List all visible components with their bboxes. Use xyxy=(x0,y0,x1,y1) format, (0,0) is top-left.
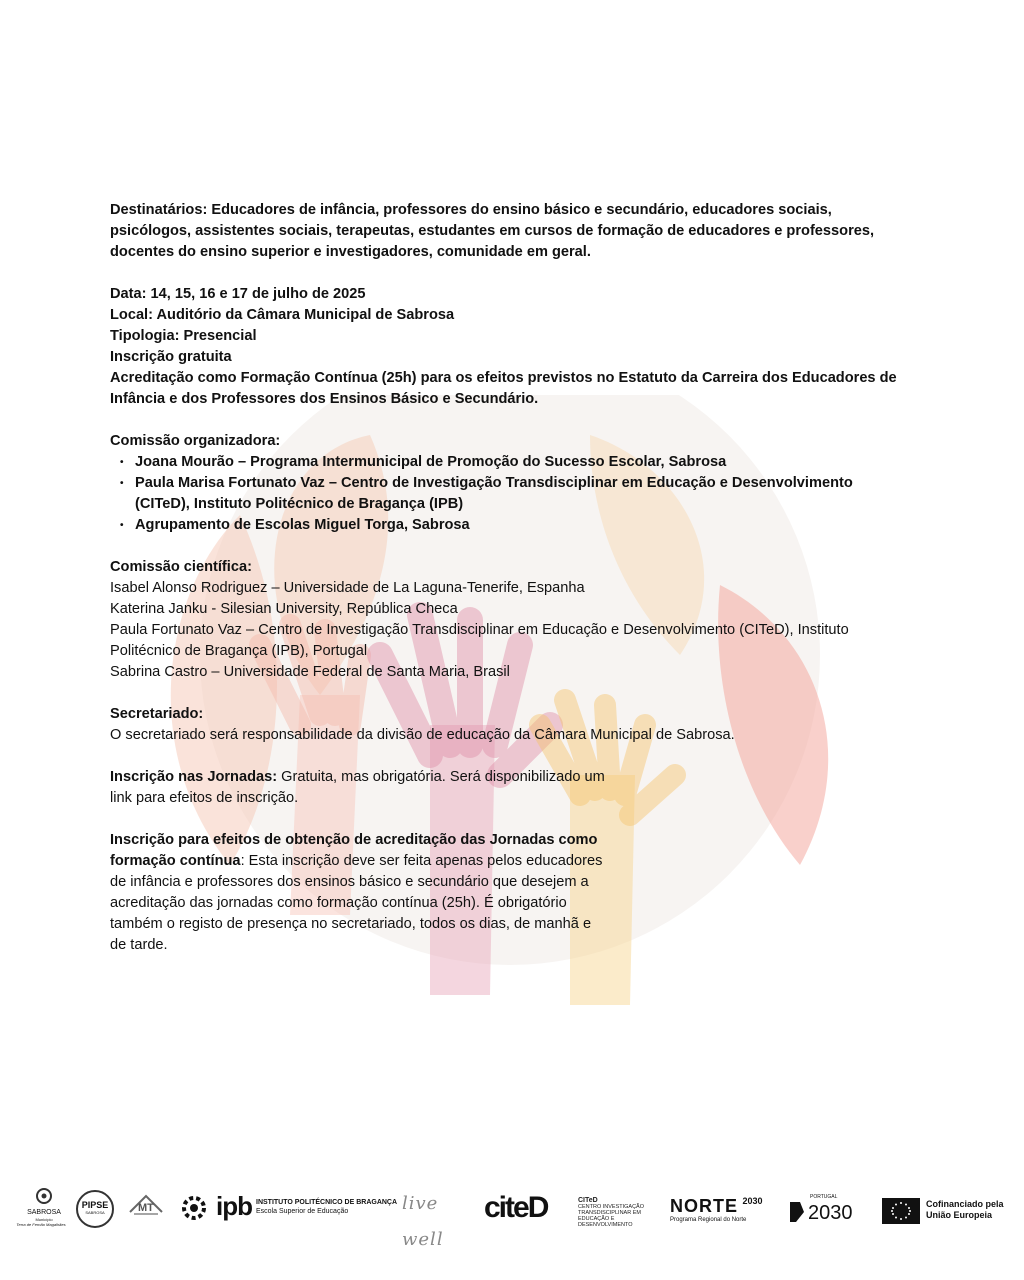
list-item: • Agrupamento de Escolas Miguel Torga, Sabrosa xyxy=(110,515,910,536)
ipb-name: INSTITUTO POLITÉCNICO DE BRAGANÇA xyxy=(256,1199,398,1206)
event-date: Data: 14, 15, 16 e 17 de julho de 2025 xyxy=(110,286,366,302)
pipse-logo xyxy=(76,1190,114,1228)
pipse-sub: SABROSA xyxy=(85,1210,105,1215)
eu-logo xyxy=(882,1198,1012,1226)
norte2030-logo xyxy=(670,1196,770,1228)
portugal2030-logo xyxy=(788,1194,858,1228)
sabrosa-sub: Município xyxy=(35,1217,53,1222)
list-item: Paula Fortunato Vaz – Centro de Investigação Transdisciplinar em Educação e Desenvolvimento (CITeD), Instituto Politécnico de Bragança (IPB), Portugal xyxy=(110,622,849,659)
secretariat-title: Secretariado: xyxy=(110,706,204,722)
list-item: Katerina Janku - Silesian University, República Checa xyxy=(110,601,458,617)
livewell-text: live well xyxy=(402,1193,444,1250)
partner-logos xyxy=(16,1186,1010,1250)
mt-text: MT xyxy=(138,1202,154,1214)
registration-label: Inscrição nas Jornadas: xyxy=(110,769,278,785)
registration-paragraph xyxy=(110,767,610,809)
portugal-text: PORTUGAL xyxy=(810,1194,838,1200)
cited-mark: citeD xyxy=(484,1191,548,1224)
list-item: • Paula Marisa Fortunato Vaz – Centro de Investigação Transdisciplinar em Educação e Desenvolvimento (CITeD), Instituto Politécnico de Bragança (IPB) xyxy=(110,473,910,515)
norte-sub: Programa Regional do Norte xyxy=(670,1217,747,1223)
list-item: Sabrina Castro – Universidade Federal de Santa Maria, Brasil xyxy=(110,664,510,680)
norte-years: 2030 xyxy=(742,1196,763,1206)
accreditation-registration-paragraph xyxy=(110,830,610,956)
mt-logo xyxy=(126,1192,166,1222)
norte-text: NORTE xyxy=(670,1196,738,1216)
livewell-logo xyxy=(402,1186,468,1250)
eu-text: Cofinanciado pela União Europeia xyxy=(926,1199,1004,1220)
list-item: • Joana Mourão – Programa Intermunicipal de Promoção do Sucesso Escolar, Sabrosa xyxy=(110,452,910,473)
accreditation-registration-label: Inscrição para efeitos de obtenção de acreditação das Jornadas como formação contínua xyxy=(110,832,598,869)
target-audience: Destinatários: Educadores de infância, professores do ensino básico e secundário, educadores sociais, psicólogos, assistentes sociais, terapeutas, estudantes em cursos de formação de educadores e professores, docentes do ensino superior e investigadores, comunidade em geral. xyxy=(110,202,875,260)
cited-description: CENTRO INVESTIGAÇÃO TRANSDISCIPLINAR EM EDUCAÇÃO E DESENVOLVIMENTO xyxy=(578,1204,645,1228)
cited-logo xyxy=(480,1191,680,1228)
accreditation-note: Acreditação como Formação Contínua (25h) para os efeitos previstos no Estatuto da Carreira dos Educadores de Infância e dos Professores dos Ensinos Básico e Secundário. xyxy=(110,370,897,407)
registration-free: Inscrição gratuita xyxy=(110,349,232,365)
portugal-2030-text: 2030 xyxy=(808,1202,853,1224)
pipse-name: PIPSE xyxy=(81,1200,109,1210)
organizing-committee-title: Comissão organizadora: xyxy=(110,433,281,449)
ipb-school: Escola Superior de Educação xyxy=(256,1208,349,1215)
accreditation-registration-text: : Esta inscrição deve ser feita apenas pelos educadores de infância e professores dos ensinos básico e secundário que desejem a acreditação das jornadas como formação contínua (25h). É obrigatório também o registo de presença no secretariado, todos os dias, de manhã e de tarde. xyxy=(110,853,603,953)
sabrosa-name: SABROSA xyxy=(27,1209,61,1216)
sabrosa-tag: Terra de Fernão Magalhães xyxy=(16,1222,66,1227)
secretariat-text: O secretariado será responsabilidade da divisão de educação da Câmara Municipal de Sabrosa. xyxy=(110,727,735,743)
ipb-logo xyxy=(180,1191,398,1226)
event-type: Tipologia: Presencial xyxy=(110,328,257,344)
registration-text: Gratuita, mas obrigatória. Será disponibilizado um link para efeitos de inscrição. xyxy=(110,769,605,806)
scientific-committee-title: Comissão científica: xyxy=(110,559,252,575)
document-body xyxy=(110,200,910,956)
organizing-committee-list xyxy=(110,452,910,536)
eu-flag-icon xyxy=(882,1198,920,1224)
ipb-gear-icon xyxy=(180,1194,214,1222)
portugal-flag-icon xyxy=(788,1200,806,1224)
sabrosa-emblem-icon xyxy=(34,1188,54,1204)
cited-small: CITeD xyxy=(578,1197,598,1204)
event-location: Local: Auditório da Câmara Municipal de Sabrosa xyxy=(110,307,455,323)
sabrosa-logo xyxy=(16,1188,68,1227)
ipb-mark: ipb xyxy=(216,1191,252,1221)
list-item: Isabel Alonso Rodriguez – Universidade de La Laguna-Tenerife, Espanha xyxy=(110,580,585,596)
